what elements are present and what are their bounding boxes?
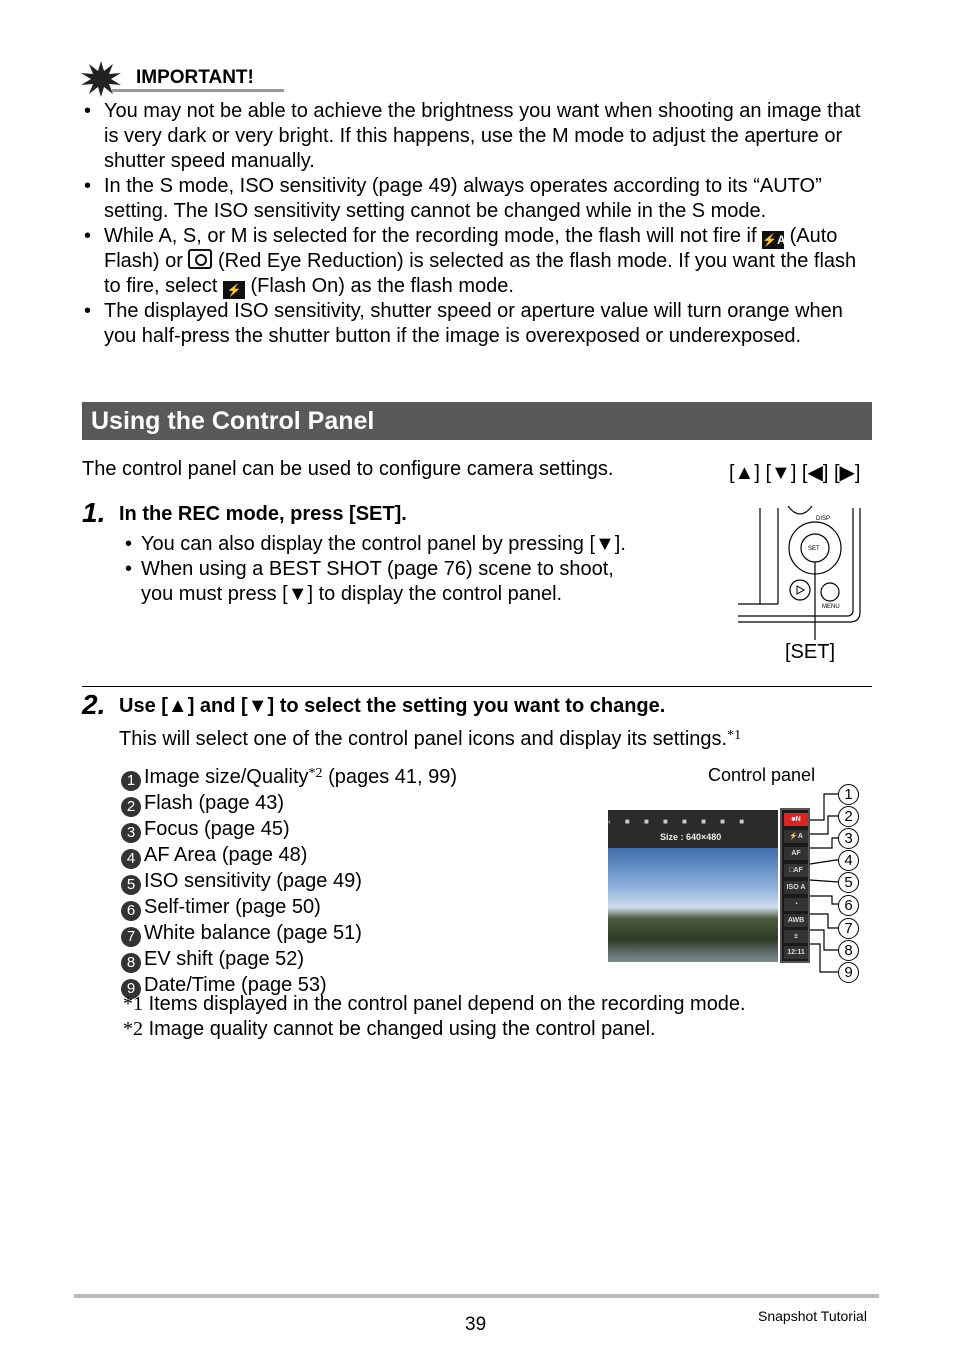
footnote: *2 Image quality cannot be changed using the control panel. <box>123 1018 656 1040</box>
step-1-bullets <box>123 532 643 607</box>
step-2-title: Use [▲] and [▼] to select the setting you want to change. <box>119 695 666 717</box>
callout-number: 2 <box>838 806 859 827</box>
iso-icon: ISO A <box>784 881 808 894</box>
control-panel-label: Control panel <box>708 765 816 785</box>
callout-number: 9 <box>838 962 859 983</box>
svg-text:DISP: DISP <box>816 516 831 522</box>
important-label: IMPORTANT! <box>136 67 254 88</box>
page-number: 39 <box>465 1314 487 1335</box>
flash-icon: ⚡A <box>784 830 808 843</box>
callout-number: 8 <box>838 940 859 961</box>
list-item: 9 Date/Time (page 53) <box>121 973 457 999</box>
section-intro: The control panel can be used to configure camera settings. <box>82 458 614 480</box>
screen-size-text: Size : 640×480 <box>660 832 722 842</box>
callout-number: 5 <box>838 872 859 893</box>
red-eye-icon <box>188 249 212 269</box>
list-item: 5 ISO sensitivity (page 49) <box>121 869 457 895</box>
auto-flash-icon: ⚡A <box>762 233 786 247</box>
list-item: 2 Flash (page 43) <box>121 791 457 817</box>
footnote: *1 Items displayed in the control panel depend on the recording mode. <box>123 993 746 1015</box>
date-time-icon: 12:11 <box>784 946 808 959</box>
step-1-title: In the REC mode, press [SET]. <box>119 503 407 525</box>
svg-text:SET: SET <box>808 546 820 552</box>
list-item: 3 Focus (page 45) <box>121 817 457 843</box>
self-timer-icon: ◔ <box>784 898 808 911</box>
important-bullets <box>84 99 874 349</box>
arrow-keys-label: [▲] [▼] [◀] [▶] <box>729 462 861 484</box>
list-item: 6 Self-timer (page 50) <box>121 895 457 921</box>
af-area-icon: □AF <box>784 864 808 877</box>
important-bullet-flash: • While A, S, or M is selected for the recording mode, the flash will not fire if ⚡A (Auto Flash) or (Red Eye Reduction) is selected as the flash mode. If you want the flash to fire, select ⚡ (Flash On) as the flash mode. <box>84 224 874 299</box>
step-2-description: This will select one of the control panel icons and display its settings.$^{*1}$ <box>119 728 742 750</box>
important-bullet: • In the S mode, ISO sensitivity (page 49) always operates according to its “AUTO” setting. The ISO sensitivity setting cannot be changed while in the S mode. <box>84 174 874 224</box>
ev-shift-icon: ± <box>784 930 808 943</box>
divider <box>82 686 872 687</box>
footer-rule <box>74 1294 879 1298</box>
step-1-number: 1. <box>82 497 106 528</box>
callout-number: 1 <box>838 784 859 805</box>
image-size-icon: ■N <box>784 813 808 826</box>
landscape-photo <box>608 848 778 962</box>
important-bullet: • The displayed ISO sensitivity, shutter speed or aperture value will turn orange when you half-press the shutter button if the image is overexposed or underexposed. <box>84 299 874 349</box>
set-button-label: [SET] <box>785 641 836 663</box>
section-title: Using the Control Panel <box>82 402 872 440</box>
list-item: 7 White balance (page 51) <box>121 921 457 947</box>
important-bullet: • You may not be able to achieve the brightness you want when shooting an image that is very dark or very bright. If this happens, use the M mode to adjust the aperture or shutter speed manually. <box>84 99 874 174</box>
callout-number: 4 <box>838 850 859 871</box>
step-1-bullet: • When using a BEST SHOT (page 76) scene to shoot, you must press [▼] to display the control panel. <box>123 557 643 607</box>
svg-text:MENU: MENU <box>822 604 840 610</box>
callout-number: 7 <box>838 918 859 939</box>
list-item: 4 AF Area (page 48) <box>121 843 457 869</box>
control-panel-items <box>121 761 457 999</box>
camera-buttons-illustration <box>736 492 866 642</box>
flash-on-icon: ⚡ <box>223 281 245 299</box>
list-item: 8 EV shift (page 52) <box>121 947 457 973</box>
footer-section: Snapshot Tutorial <box>758 1308 867 1324</box>
step-2-number: 2. <box>82 689 106 720</box>
list-item: 1 Image size/Quality$^{*2}$ (pages 41, 99) <box>121 761 457 791</box>
white-balance-icon: AWB <box>784 914 808 927</box>
important-underline <box>112 89 284 92</box>
callout-number: 6 <box>838 895 859 916</box>
focus-icon: AF <box>784 847 808 860</box>
step-1-bullet: • You can also display the control panel by pressing [▼]. <box>123 532 643 557</box>
callout-number: 3 <box>838 828 859 849</box>
